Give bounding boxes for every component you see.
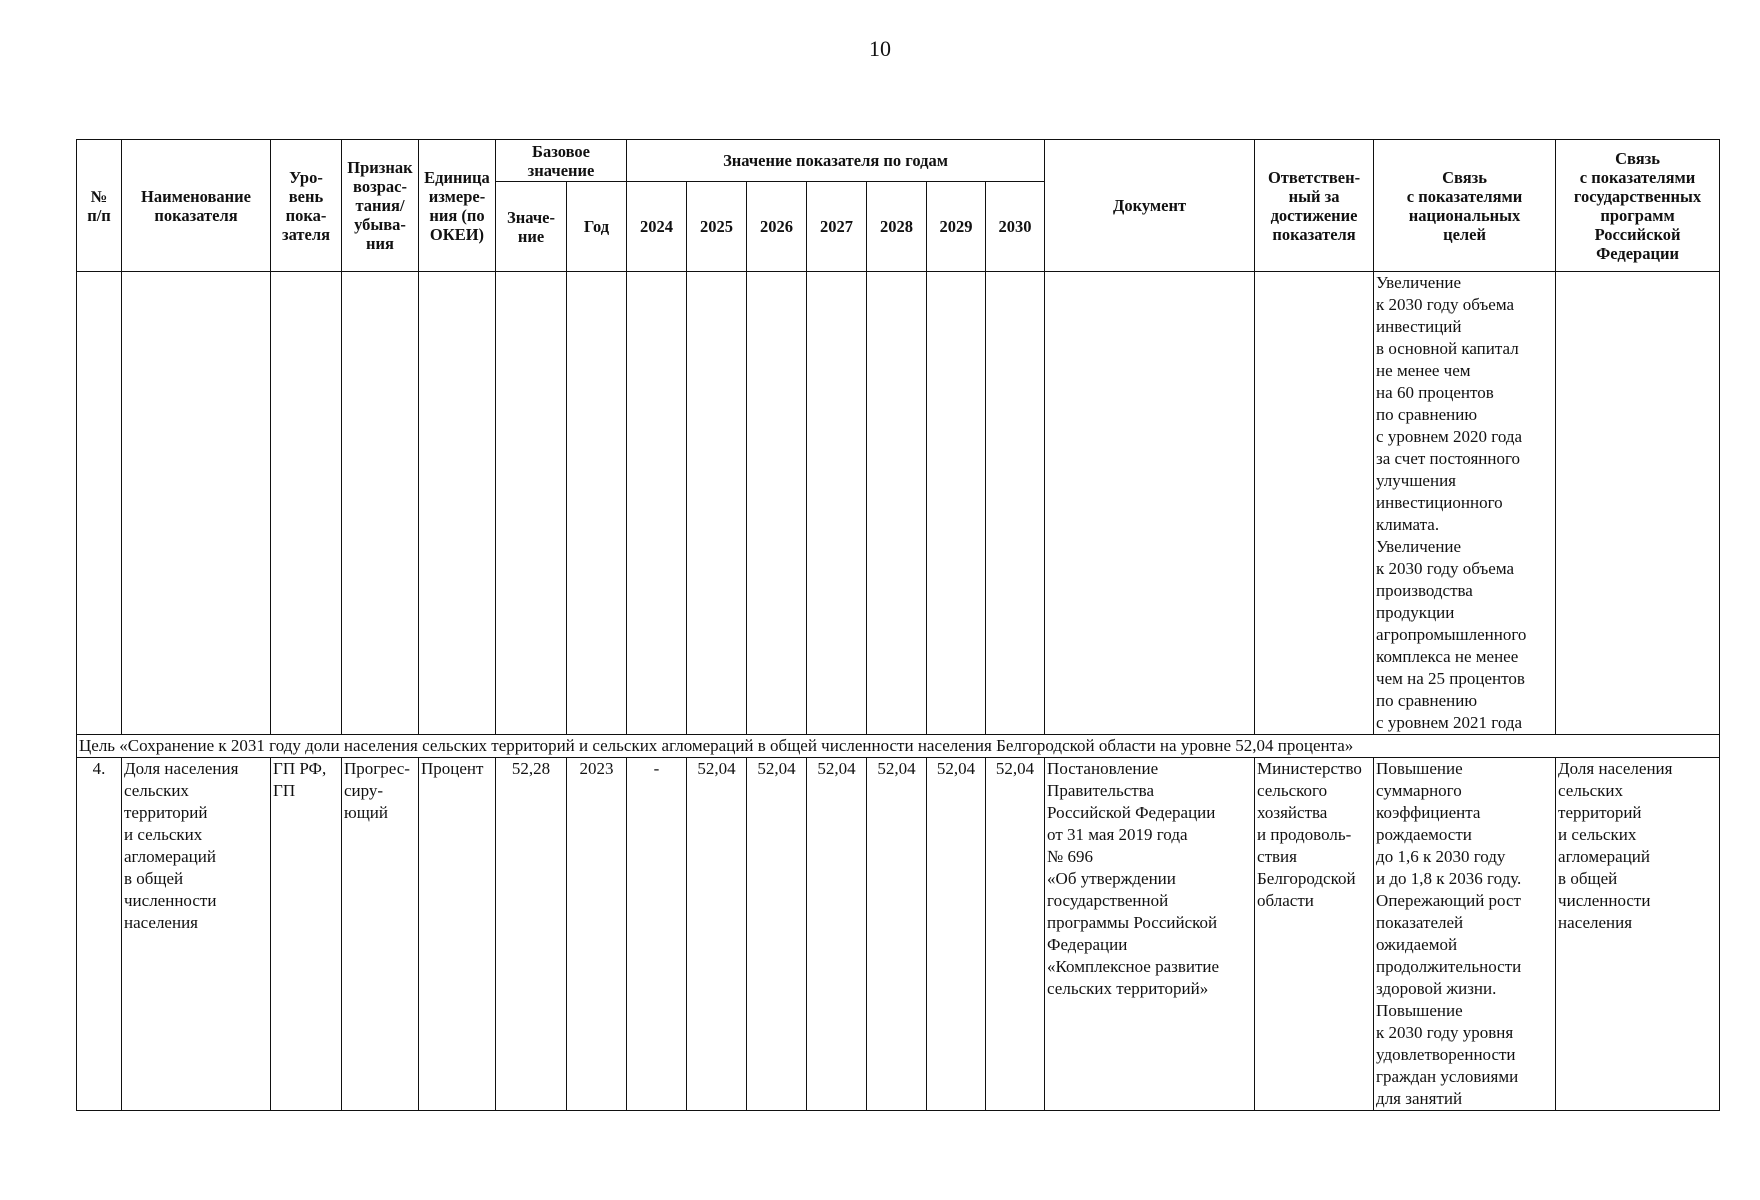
table-cell: [747, 272, 807, 735]
indicator-value-2025: 52,04: [687, 758, 747, 1111]
goal-row: [77, 735, 1720, 758]
table-cell: [271, 272, 342, 735]
header-responsible: Ответствен- ный за достижение показателя: [1255, 140, 1374, 272]
header-year: 2030: [986, 182, 1045, 272]
national-goals-cell: Увеличение к 2030 году объема инвестиций в основной капитал не менее чем на 60 процентов по сравнению с уровнем 2020 года за счет постоянного улучшения инвестиционного климата. Увеличение к 2030 году объема производства продукции агропромышленного комплекса не менее чем на 25 процентов по сравнению с уровнем 2021 года: [1374, 272, 1556, 735]
table-cell: [807, 272, 867, 735]
table-cell: [77, 272, 122, 735]
header-year: 2024: [627, 182, 687, 272]
header-base-value: Значе- ние: [496, 182, 567, 272]
indicator-value-2029: 52,04: [927, 758, 986, 1111]
indicator-level: ГП РФ, ГП: [271, 758, 342, 1111]
indicator-number: 4.: [77, 758, 122, 1111]
header-level: Уро- вень пока- зателя: [271, 140, 342, 272]
header-values-by-year: Значение показателя по годам: [627, 140, 1045, 182]
table-cell: [496, 272, 567, 735]
indicator-value-2030: 52,04: [986, 758, 1045, 1111]
header-year: 2025: [687, 182, 747, 272]
table-row: [77, 272, 1720, 735]
header-base: Базовое значение: [496, 140, 627, 182]
indicator-value-2026: 52,04: [747, 758, 807, 1111]
indicator-value-2027: 52,04: [807, 758, 867, 1111]
table-cell: [867, 272, 927, 735]
table-row: [77, 758, 1720, 1111]
table-cell: [122, 272, 271, 735]
table-cell: [567, 272, 627, 735]
indicator-document: Постановление Правительства Российской Федерации от 31 мая 2019 года № 696 «Об утверждении государственной программы Российской Федерации «Комплексное развитие сельских территорий»: [1045, 758, 1255, 1111]
header-base-year: Год: [567, 182, 627, 272]
indicator-state-programs: Доля населения сельских территорий и сельских агломераций в общей численности населения: [1556, 758, 1720, 1111]
table-cell: [687, 272, 747, 735]
header-year: 2028: [867, 182, 927, 272]
indicator-value-2024: -: [627, 758, 687, 1111]
header-document: Документ: [1045, 140, 1255, 272]
indicator-base-year: 2023: [567, 758, 627, 1111]
indicator-sign: Прогрес- сиру- ющий: [342, 758, 419, 1111]
table-cell: [986, 272, 1045, 735]
header-number: № п/п: [77, 140, 122, 272]
header-name: Наименование показателя: [122, 140, 271, 272]
indicators-table: [76, 139, 1720, 1111]
table-cell: [1556, 272, 1720, 735]
table-cell: [627, 272, 687, 735]
indicator-responsible: Министерство сельского хозяйства и продоволь- ствия Белгородской области: [1255, 758, 1374, 1111]
table-cell: [342, 272, 419, 735]
header-year: 2026: [747, 182, 807, 272]
table-cell: [927, 272, 986, 735]
header-state-programs: Связь с показателями государственных программ Российской Федерации: [1556, 140, 1720, 272]
indicator-base-value: 52,28: [496, 758, 567, 1111]
header-year: 2029: [927, 182, 986, 272]
indicator-value-2028: 52,04: [867, 758, 927, 1111]
indicator-unit: Процент: [419, 758, 496, 1111]
goal-text: Цель «Сохранение к 2031 году доли населения сельских территорий и сельских агломераций в общей численности населения Белгородской области на уровне 52,04 процента»: [77, 735, 1720, 758]
table-cell: [1255, 272, 1374, 735]
indicator-national-goals: Повышение суммарного коэффициента рождаемости до 1,6 к 2030 году и до 1,8 к 2036 году. Опережающий рост показателей ожидаемой продолжительности здоровой жизни. Повышение к 2030 году уровня удовлетворенности граждан условиями для занятий: [1374, 758, 1556, 1111]
header-year: 2027: [807, 182, 867, 272]
table-cell: [419, 272, 496, 735]
indicator-name: Доля населения сельских территорий и сельских агломераций в общей численности населения: [122, 758, 271, 1111]
header-national-goals: Связь с показателями национальных целей: [1374, 140, 1556, 272]
page-number: 10: [869, 36, 891, 61]
table-cell: [1045, 272, 1255, 735]
header-sign: Признак возрас- тания/ убыва- ния: [342, 140, 419, 272]
header-unit: Единица измере- ния (по ОКЕИ): [419, 140, 496, 272]
